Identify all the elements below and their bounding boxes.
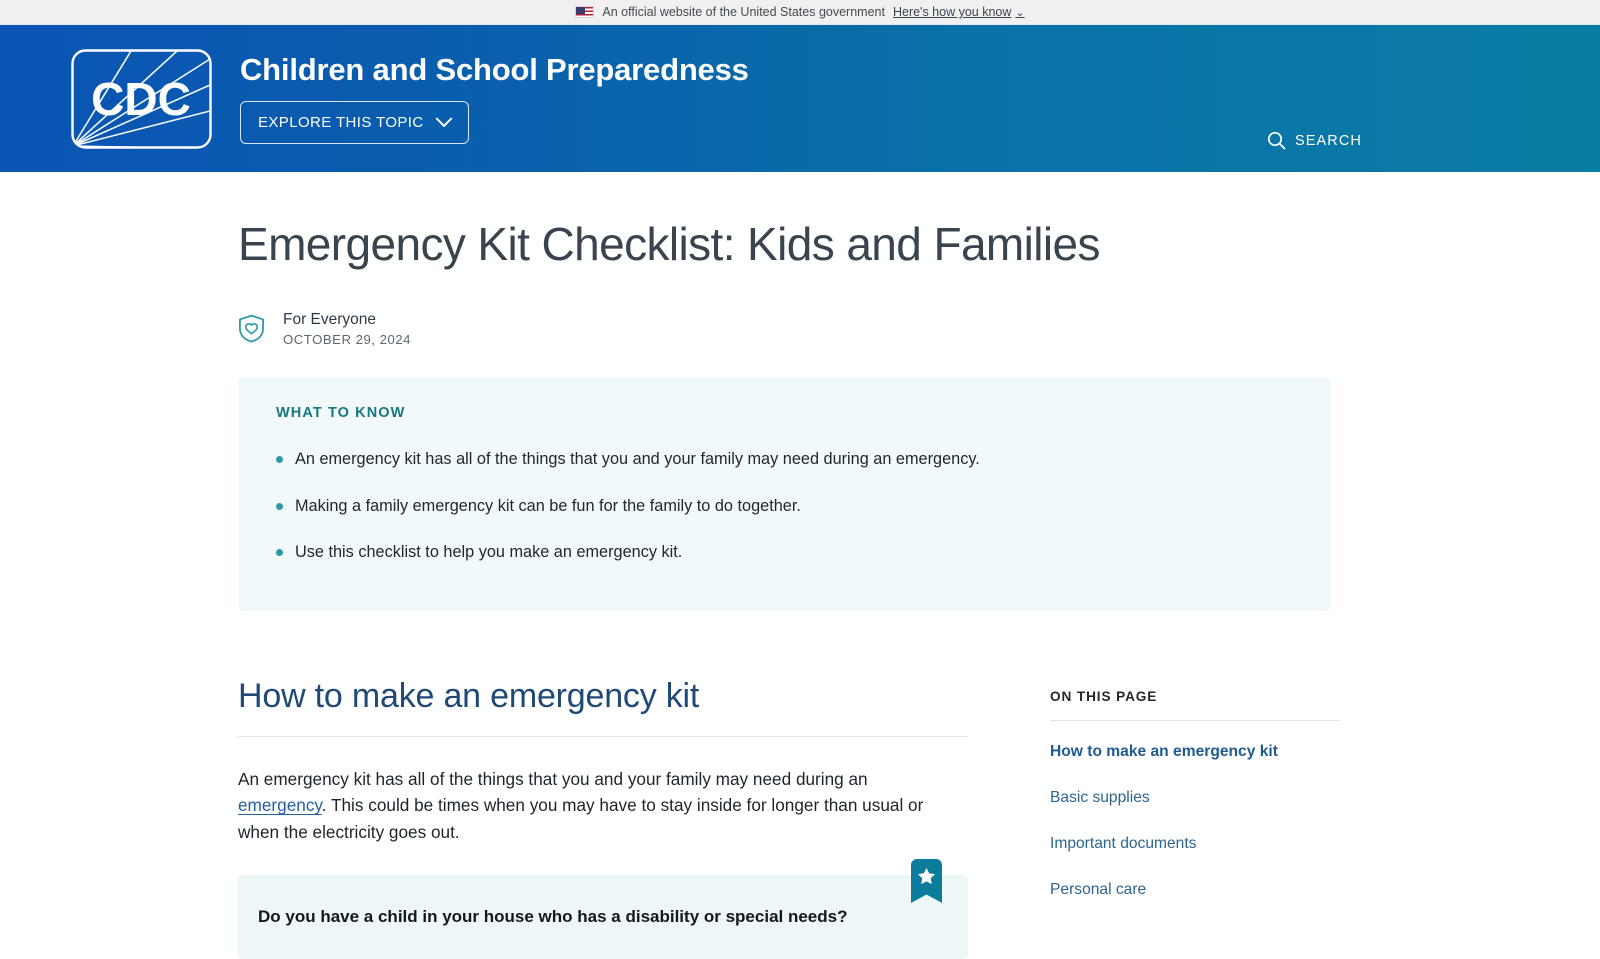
paragraph-text-part1: An emergency kit has all of the things that you and your family may need during an bbox=[238, 768, 868, 789]
callout-question: Do you have a child in your house who has a disability or special needs? bbox=[258, 906, 848, 926]
section-heading: How to make an emergency kit bbox=[238, 677, 968, 737]
page-content bbox=[0, 172, 1600, 959]
site-title: Children and School Preparedness bbox=[240, 51, 749, 87]
list-item bbox=[1050, 835, 1340, 853]
list-item bbox=[258, 494, 1299, 518]
toc-link-how-to-make-an-emergency-kit[interactable]: How to make an emergency kit bbox=[1050, 742, 1278, 760]
on-this-page-heading: ON THIS PAGE bbox=[1050, 689, 1340, 721]
page-title: Emergency Kit Checklist: Kids and Families bbox=[238, 218, 1100, 270]
on-this-page-nav bbox=[1050, 677, 1340, 959]
paragraph-text-part2: . This could be times when you may have to stay inside for longer than usual or when the electricity goes out. bbox=[238, 795, 924, 842]
special-needs-callout bbox=[238, 875, 968, 959]
gov-banner-text: An official website of the United States government bbox=[602, 5, 885, 19]
cdc-logo-text: CDC bbox=[91, 72, 191, 125]
what-to-know-heading: WHAT TO KNOW bbox=[276, 405, 406, 422]
article-audience: For Everyone bbox=[283, 310, 377, 328]
what-to-know-list bbox=[258, 447, 1299, 564]
article-date: OCTOBER 29, 2024 bbox=[283, 331, 411, 347]
list-item bbox=[258, 540, 1299, 564]
gov-link-label: Here's how you know bbox=[892, 5, 1012, 19]
toc-link-basic-supplies[interactable]: Basic supplies bbox=[1050, 788, 1150, 806]
chevron-down-icon: ⌄ bbox=[1015, 6, 1025, 19]
list-item bbox=[1050, 789, 1340, 807]
search-button[interactable] bbox=[1267, 131, 1362, 150]
star-ribbon-icon bbox=[911, 859, 942, 903]
explore-button-label: EXPLORE THIS TOPIC bbox=[258, 114, 424, 132]
what-to-know-box bbox=[238, 377, 1331, 610]
heres-how-you-know-link[interactable] bbox=[893, 5, 1025, 19]
what-to-know-bullet-text: Making a family emergency kit can be fun for the family to do together. bbox=[295, 496, 801, 515]
emergency-link[interactable]: emergency bbox=[238, 795, 322, 816]
shield-heart-icon bbox=[238, 314, 265, 343]
chevron-down-icon bbox=[436, 110, 453, 127]
what-to-know-bullet-text: Use this checklist to help you make an emergency kit. bbox=[295, 543, 683, 562]
main-column bbox=[238, 677, 968, 959]
us-flag-icon bbox=[575, 6, 594, 18]
toc-link-personal-care[interactable]: Personal care bbox=[1050, 880, 1147, 898]
list-item bbox=[1050, 743, 1340, 761]
section-paragraph bbox=[238, 766, 953, 846]
toc-link-important-documents[interactable]: Important documents bbox=[1050, 834, 1197, 852]
what-to-know-bullet-text: An emergency kit has all of the things that you and your family may need during an emergency. bbox=[295, 450, 980, 469]
search-icon bbox=[1267, 131, 1286, 150]
article-meta bbox=[238, 309, 1338, 350]
search-button-label: SEARCH bbox=[1294, 132, 1362, 149]
explore-this-topic-button[interactable] bbox=[240, 101, 469, 144]
list-item bbox=[1050, 881, 1340, 899]
gov-banner bbox=[0, 0, 1600, 25]
site-header bbox=[0, 25, 1600, 172]
list-item bbox=[258, 447, 1299, 471]
cdc-logo[interactable] bbox=[71, 49, 212, 149]
